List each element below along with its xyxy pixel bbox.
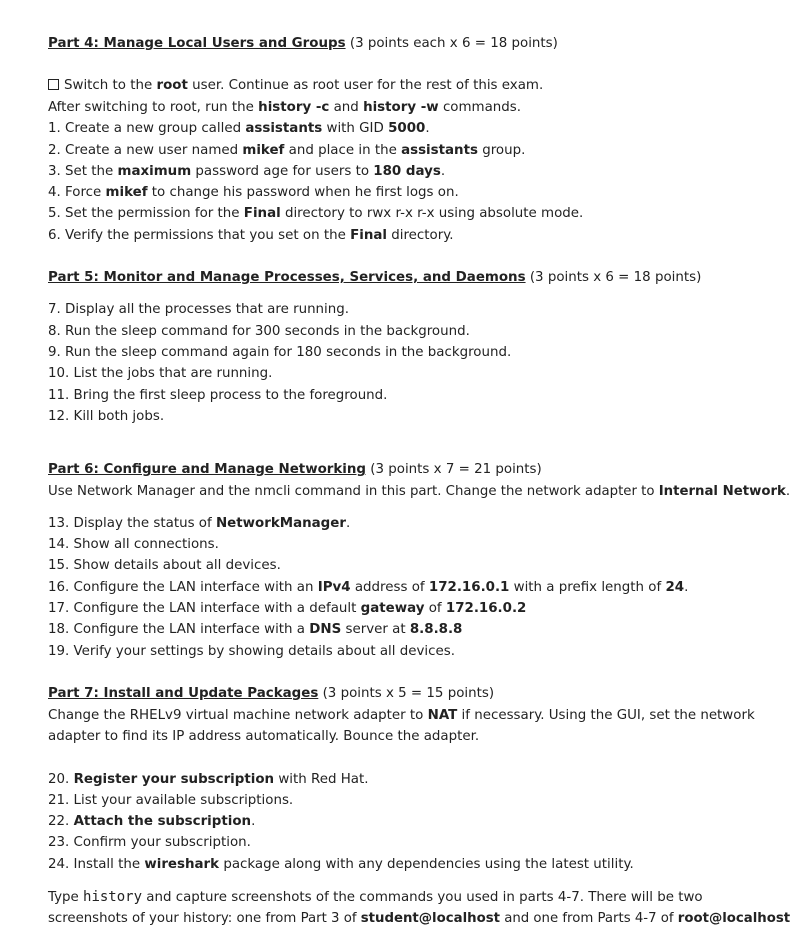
footer-line2 — [48, 910, 790, 928]
text-segment: After switching to root, run the — [48, 100, 259, 115]
text-segment: 172.16.0.1 — [428, 580, 510, 595]
text-segment: Switch to the — [64, 78, 157, 93]
part6-heading-line — [48, 461, 542, 479]
part6-points: (3 points x 7 = 21 points) — [370, 462, 542, 477]
text-segment: . — [425, 121, 430, 136]
list-item: 8. Run the sleep command for 300 seconds in the background. — [48, 324, 470, 339]
text-segment: address of — [350, 580, 429, 595]
text-segment: directory. — [386, 228, 454, 243]
list-item: 12. Kill both jobs. — [48, 409, 165, 424]
list-item — [48, 792, 293, 810]
part4-intro1 — [48, 77, 543, 95]
part5-heading-line — [48, 269, 701, 287]
list-item — [48, 813, 255, 831]
part7-heading-line — [48, 685, 494, 703]
history-command: history — [83, 889, 143, 905]
list-item — [48, 120, 430, 138]
text-segment: . — [684, 580, 689, 595]
text-segment: 2. Create a new user named — [48, 143, 243, 158]
text-segment: 180 days — [373, 164, 441, 179]
text-segment: 6. Verify the permissions that you set on the — [48, 228, 351, 243]
list-item — [48, 142, 525, 160]
text-segment: DNS — [309, 622, 342, 637]
text-segment: and — [329, 100, 364, 115]
part6-intro — [48, 483, 790, 501]
text-segment: assistants — [245, 121, 323, 136]
text-segment: and capture screenshots of the commands you used in parts 4-7. There will be two — [142, 890, 703, 905]
list-item — [48, 579, 688, 597]
text-segment: password age for users to — [191, 164, 374, 179]
part4-heading-line — [48, 35, 558, 53]
text-segment: 24 — [665, 580, 685, 595]
text-segment: directory to rwx r-x r-x using absolute mode. — [280, 206, 584, 221]
text-segment: NetworkManager — [215, 516, 346, 531]
text-segment: and place in the — [284, 143, 402, 158]
text-segment: assistants — [401, 143, 478, 158]
part4-points: (3 points each x 6 = 18 points) — [349, 36, 558, 51]
text-segment: Use Network Manager and the nmcli command in this part. Change the network adapter to — [48, 484, 659, 499]
text-segment: package along with any dependencies using the latest utility. — [219, 857, 634, 872]
text-segment: 1. Create a new group called — [48, 121, 246, 136]
text-segment: wireshark — [144, 857, 220, 872]
part7-intro1 — [48, 707, 755, 725]
list-item: 10. List the jobs that are running. — [48, 366, 273, 381]
text-segment: student@localhost — [360, 911, 500, 926]
footer-line1 — [48, 888, 703, 907]
text-segment: 5. Set the permission for the — [48, 206, 244, 221]
text-segment: 172.16.0.2 — [445, 601, 527, 616]
text-segment: and one from Parts 4-7 of — [499, 911, 678, 926]
list-item — [48, 643, 455, 661]
list-item: 11. Bring the first sleep process to the foreground. — [48, 388, 388, 403]
list-item — [48, 184, 459, 202]
list-item — [48, 557, 281, 575]
text-segment: with a prefix length of — [509, 580, 666, 595]
text-segment: commands. — [438, 100, 522, 115]
part4-intro2 — [48, 99, 521, 117]
text-segment: 14. Show all connections. — [48, 537, 219, 552]
text-segment: 24. Install the — [48, 857, 145, 872]
part4-heading: Part 4: Manage Local Users and Groups — [48, 36, 346, 51]
text-segment: of — [424, 601, 446, 616]
text-segment: IPv4 — [317, 580, 351, 595]
list-item — [48, 205, 583, 223]
part7-intro2: adapter to find its IP address automatically. Bounce the adapter. — [48, 729, 480, 744]
text-segment: mikef — [242, 143, 285, 158]
text-segment: 5000 — [388, 121, 426, 136]
list-item — [48, 856, 634, 874]
text-segment: root — [156, 78, 188, 93]
text-segment: gateway — [360, 601, 425, 616]
text-segment: 3. Set the — [48, 164, 118, 179]
text-segment: server at — [341, 622, 410, 637]
text-segment: 22. — [48, 814, 74, 829]
text-segment: Change the RHELv9 virtual machine network adapter to — [48, 708, 428, 723]
text-segment: Register your subscription — [73, 772, 275, 787]
list-item: 9. Run the sleep command again for 180 seconds in the background. — [48, 345, 512, 360]
text-segment: Attach the subscription — [73, 814, 252, 829]
part7-points: (3 points x 5 = 15 points) — [322, 686, 495, 701]
text-segment: user. Continue as root user for the rest of this exam. — [187, 78, 544, 93]
list-item — [48, 227, 454, 245]
text-segment: 19. Verify your settings by showing details about all devices. — [48, 644, 455, 659]
text-segment: Internal Network — [658, 484, 786, 499]
text-segment: 13. Display the status of — [48, 516, 216, 531]
text-segment: . — [785, 484, 791, 499]
list-item — [48, 621, 462, 639]
part5-points: (3 points x 6 = 18 points) — [529, 270, 702, 285]
checkbox-icon — [48, 79, 59, 90]
part5-heading: Part 5: Monitor and Manage Processes, Services, and Daemons — [48, 270, 526, 285]
text-segment: 16. Configure the LAN interface with an — [48, 580, 318, 595]
list-item — [48, 515, 350, 533]
text-segment: . — [440, 164, 446, 179]
text-segment: 4. Force — [48, 185, 106, 200]
list-item — [48, 536, 219, 554]
part7-heading: Part 7: Install and Update Packages — [48, 686, 319, 701]
text-segment: . — [345, 516, 351, 531]
text-segment: history -w — [363, 100, 439, 115]
text-segment: NAT — [427, 708, 458, 723]
text-segment: 18. Configure the LAN interface with a — [48, 622, 310, 637]
text-segment: root@localhost — [677, 911, 791, 926]
list-item — [48, 771, 368, 789]
text-segment: 23. Confirm your subscription. — [48, 835, 251, 850]
text-segment: 17. Configure the LAN interface with a default — [48, 601, 361, 616]
text-segment: 20. — [48, 772, 74, 787]
text-segment: Final — [350, 228, 387, 243]
list-item — [48, 163, 445, 181]
text-segment: 21. List your available subscriptions. — [48, 793, 294, 808]
text-segment: Type — [48, 890, 84, 905]
list-item — [48, 834, 251, 852]
text-segment: group. — [477, 143, 526, 158]
text-segment: Final — [243, 206, 281, 221]
text-segment: if necessary. Using the GUI, set the network — [457, 708, 755, 723]
text-segment: mikef — [105, 185, 148, 200]
list-item — [48, 600, 526, 618]
part6-heading: Part 6: Configure and Manage Networking — [48, 462, 366, 477]
text-segment: with Red Hat. — [274, 772, 369, 787]
text-segment: to change his password when he first logs on. — [147, 185, 459, 200]
text-segment: with GID — [322, 121, 389, 136]
list-item: 7. Display all the processes that are running. — [48, 302, 350, 317]
text-segment: 8.8.8.8 — [409, 622, 463, 637]
text-segment: maximum — [117, 164, 192, 179]
text-segment: history -c — [258, 100, 330, 115]
text-segment: . — [251, 814, 256, 829]
text-segment: screenshots of your history: one from Part 3 of — [48, 911, 361, 926]
text-segment: 15. Show details about all devices. — [48, 558, 281, 573]
